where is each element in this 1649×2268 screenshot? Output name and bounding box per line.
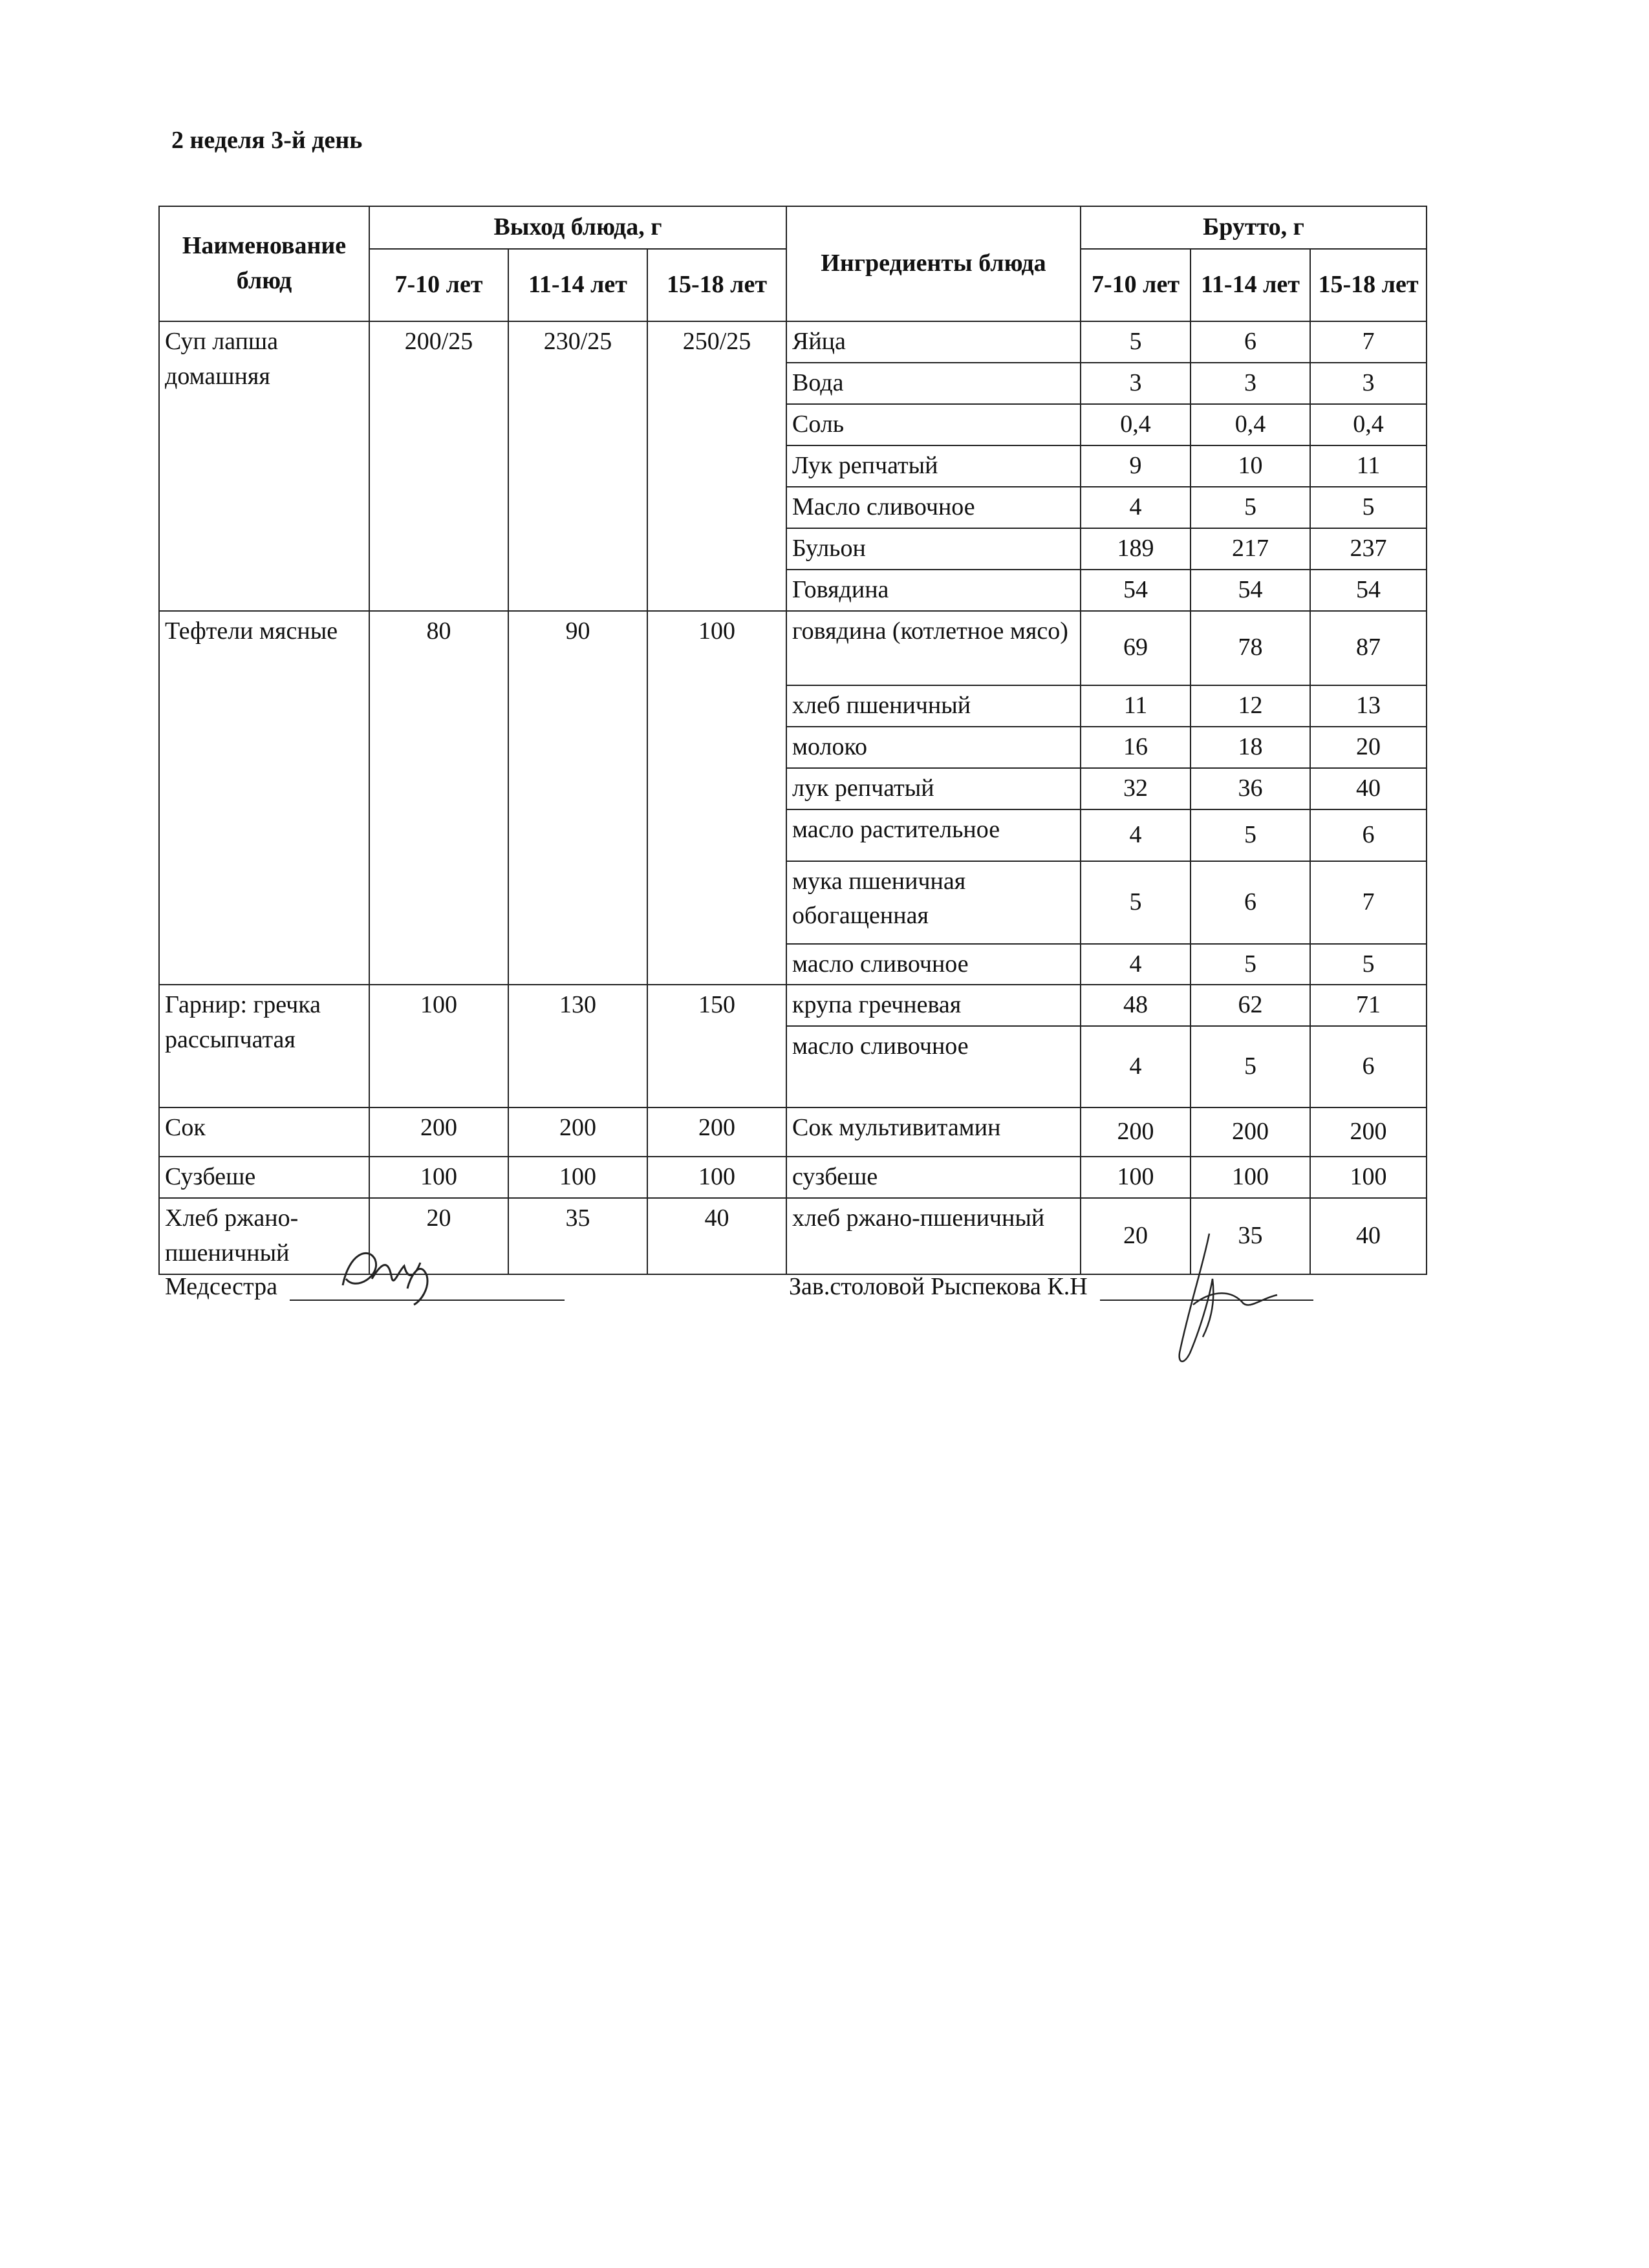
ingredient-brutto: 4 bbox=[1081, 944, 1191, 985]
header-ingredients: Ингредиенты блюда bbox=[786, 206, 1081, 321]
ingredient-name: мука пшеничная обогащенная bbox=[786, 861, 1081, 944]
ingredient-name: Вода bbox=[786, 363, 1081, 404]
dish-yield: 35 bbox=[508, 1198, 647, 1274]
ingredient-brutto: 3 bbox=[1191, 363, 1310, 404]
ingredient-brutto: 20 bbox=[1310, 727, 1427, 768]
ingredient-name: хлеб пшеничный bbox=[786, 685, 1081, 727]
dish-yield: 230/25 bbox=[508, 321, 647, 611]
ingredient-brutto: 217 bbox=[1191, 528, 1310, 570]
ingredient-brutto: 6 bbox=[1310, 1026, 1427, 1107]
ingredient-name: Соль bbox=[786, 404, 1081, 445]
header-brutto-age: 7-10 лет bbox=[1081, 249, 1191, 321]
canteen-label: Зав.столовой Рыспекова К.Н bbox=[789, 1273, 1088, 1300]
ingredient-name: масло растительное bbox=[786, 809, 1081, 861]
ingredient-name: Бульон bbox=[786, 528, 1081, 570]
page-title: 2 неделя 3-й день bbox=[171, 127, 363, 154]
dish-yield: 200 bbox=[369, 1107, 508, 1157]
header-dish-name: Наименование блюд bbox=[159, 206, 369, 321]
ingredient-brutto: 54 bbox=[1081, 570, 1191, 611]
ingredient-brutto: 4 bbox=[1081, 1026, 1191, 1107]
ingredient-brutto: 32 bbox=[1081, 768, 1191, 809]
ingredient-brutto: 36 bbox=[1191, 768, 1310, 809]
header-yield-group: Выход блюда, г bbox=[369, 206, 786, 249]
ingredient-name: говядина (котлетное мясо) bbox=[786, 611, 1081, 685]
ingredient-brutto: 200 bbox=[1310, 1107, 1427, 1157]
ingredient-brutto: 20 bbox=[1081, 1198, 1191, 1274]
ingredient-brutto: 54 bbox=[1191, 570, 1310, 611]
ingredient-brutto: 62 bbox=[1191, 985, 1310, 1026]
dish-yield: 20 bbox=[369, 1198, 508, 1274]
ingredient-name: Яйца bbox=[786, 321, 1081, 363]
header-brutto-age: 11-14 лет bbox=[1191, 249, 1310, 321]
dish-name: Хлеб ржано-пшеничный bbox=[159, 1198, 369, 1274]
ingredient-brutto: 78 bbox=[1191, 611, 1310, 685]
header-yield-age: 15-18 лет bbox=[647, 249, 786, 321]
ingredient-brutto: 7 bbox=[1310, 321, 1427, 363]
dish-name: Сузбеше bbox=[159, 1157, 369, 1198]
ingredient-brutto: 5 bbox=[1310, 944, 1427, 985]
ingredient-brutto: 18 bbox=[1191, 727, 1310, 768]
dish-yield: 90 bbox=[508, 611, 647, 985]
dish-yield: 130 bbox=[508, 985, 647, 1107]
dish-yield: 100 bbox=[369, 985, 508, 1107]
ingredient-brutto: 5 bbox=[1191, 809, 1310, 861]
dish-name: Суп лапша домашняя bbox=[159, 321, 369, 611]
ingredient-name: сузбеше bbox=[786, 1157, 1081, 1198]
ingredient-name: хлеб ржано-пшеничный bbox=[786, 1198, 1081, 1274]
dish-yield: 100 bbox=[647, 611, 786, 985]
table-row bbox=[159, 1157, 1427, 1198]
header-yield-age: 7-10 лет bbox=[369, 249, 508, 321]
header-brutto-group: Брутто, г bbox=[1081, 206, 1427, 249]
menu-table bbox=[158, 206, 1427, 1275]
ingredient-name: масло сливочное bbox=[786, 1026, 1081, 1107]
ingredient-brutto: 12 bbox=[1191, 685, 1310, 727]
table-row bbox=[159, 1107, 1427, 1157]
ingredient-brutto: 5 bbox=[1081, 321, 1191, 363]
ingredient-brutto: 100 bbox=[1081, 1157, 1191, 1198]
ingredient-brutto: 0,4 bbox=[1191, 404, 1310, 445]
ingredient-brutto: 40 bbox=[1310, 768, 1427, 809]
dish-name: Гарнир: гречка рассыпчатая bbox=[159, 985, 369, 1107]
dish-yield: 200 bbox=[647, 1107, 786, 1157]
dish-yield: 200 bbox=[508, 1107, 647, 1157]
dish-yield: 250/25 bbox=[647, 321, 786, 611]
ingredient-brutto: 69 bbox=[1081, 611, 1191, 685]
ingredient-name: Сок мультивитамин bbox=[786, 1107, 1081, 1157]
ingredient-brutto: 10 bbox=[1191, 445, 1310, 487]
ingredient-brutto: 6 bbox=[1191, 861, 1310, 944]
ingredient-brutto: 71 bbox=[1310, 985, 1427, 1026]
table-row bbox=[159, 321, 1427, 363]
ingredient-brutto: 6 bbox=[1310, 809, 1427, 861]
ingredient-name: Масло сливочное bbox=[786, 487, 1081, 528]
dish-yield: 80 bbox=[369, 611, 508, 985]
dish-yield: 100 bbox=[369, 1157, 508, 1198]
ingredient-name: Говядина bbox=[786, 570, 1081, 611]
ingredient-brutto: 9 bbox=[1081, 445, 1191, 487]
menu-table-body bbox=[159, 321, 1427, 1274]
ingredient-name: масло сливочное bbox=[786, 944, 1081, 985]
ingredient-brutto: 237 bbox=[1310, 528, 1427, 570]
dish-name: Сок bbox=[159, 1107, 369, 1157]
header-brutto-age: 15-18 лет bbox=[1310, 249, 1427, 321]
dish-yield: 40 bbox=[647, 1198, 786, 1274]
ingredient-brutto: 4 bbox=[1081, 809, 1191, 861]
ingredient-name: крупа гречневая bbox=[786, 985, 1081, 1026]
ingredient-brutto: 11 bbox=[1081, 685, 1191, 727]
ingredient-brutto: 200 bbox=[1081, 1107, 1191, 1157]
ingredient-brutto: 0,4 bbox=[1081, 404, 1191, 445]
ingredient-name: молоко bbox=[786, 727, 1081, 768]
ingredient-brutto: 3 bbox=[1310, 363, 1427, 404]
ingredient-brutto: 3 bbox=[1081, 363, 1191, 404]
ingredient-brutto: 13 bbox=[1310, 685, 1427, 727]
ingredient-brutto: 5 bbox=[1191, 944, 1310, 985]
ingredient-brutto: 189 bbox=[1081, 528, 1191, 570]
dish-yield: 100 bbox=[647, 1157, 786, 1198]
ingredient-brutto: 5 bbox=[1191, 487, 1310, 528]
ingredient-brutto: 16 bbox=[1081, 727, 1191, 768]
ingredient-brutto: 5 bbox=[1081, 861, 1191, 944]
ingredient-name: лук репчатый bbox=[786, 768, 1081, 809]
ingredient-brutto: 0,4 bbox=[1310, 404, 1427, 445]
header-yield-age: 11-14 лет bbox=[508, 249, 647, 321]
ingredient-name: Лук репчатый bbox=[786, 445, 1081, 487]
ingredient-brutto: 100 bbox=[1310, 1157, 1427, 1198]
ingredient-brutto: 87 bbox=[1310, 611, 1427, 685]
ingredient-brutto: 7 bbox=[1310, 861, 1427, 944]
ingredient-brutto: 100 bbox=[1191, 1157, 1310, 1198]
ingredient-brutto: 4 bbox=[1081, 487, 1191, 528]
dish-yield: 100 bbox=[508, 1157, 647, 1198]
dish-name: Тефтели мясные bbox=[159, 611, 369, 985]
dish-yield: 200/25 bbox=[369, 321, 508, 611]
ingredient-brutto: 11 bbox=[1310, 445, 1427, 487]
dish-yield: 150 bbox=[647, 985, 786, 1107]
ingredient-brutto: 5 bbox=[1310, 487, 1427, 528]
ingredient-brutto: 200 bbox=[1191, 1107, 1310, 1157]
ingredient-brutto: 54 bbox=[1310, 570, 1427, 611]
nurse-label: Медсестра bbox=[165, 1273, 277, 1300]
ingredient-brutto: 40 bbox=[1310, 1198, 1427, 1274]
table-row bbox=[159, 611, 1427, 685]
table-row bbox=[159, 985, 1427, 1026]
ingredient-brutto: 48 bbox=[1081, 985, 1191, 1026]
canteen-signature-icon bbox=[1164, 1227, 1287, 1376]
ingredient-brutto: 5 bbox=[1191, 1026, 1310, 1107]
ingredient-brutto: 6 bbox=[1191, 321, 1310, 363]
nurse-signature-icon bbox=[323, 1240, 453, 1318]
ingredient-brutto: 35 bbox=[1191, 1198, 1310, 1274]
